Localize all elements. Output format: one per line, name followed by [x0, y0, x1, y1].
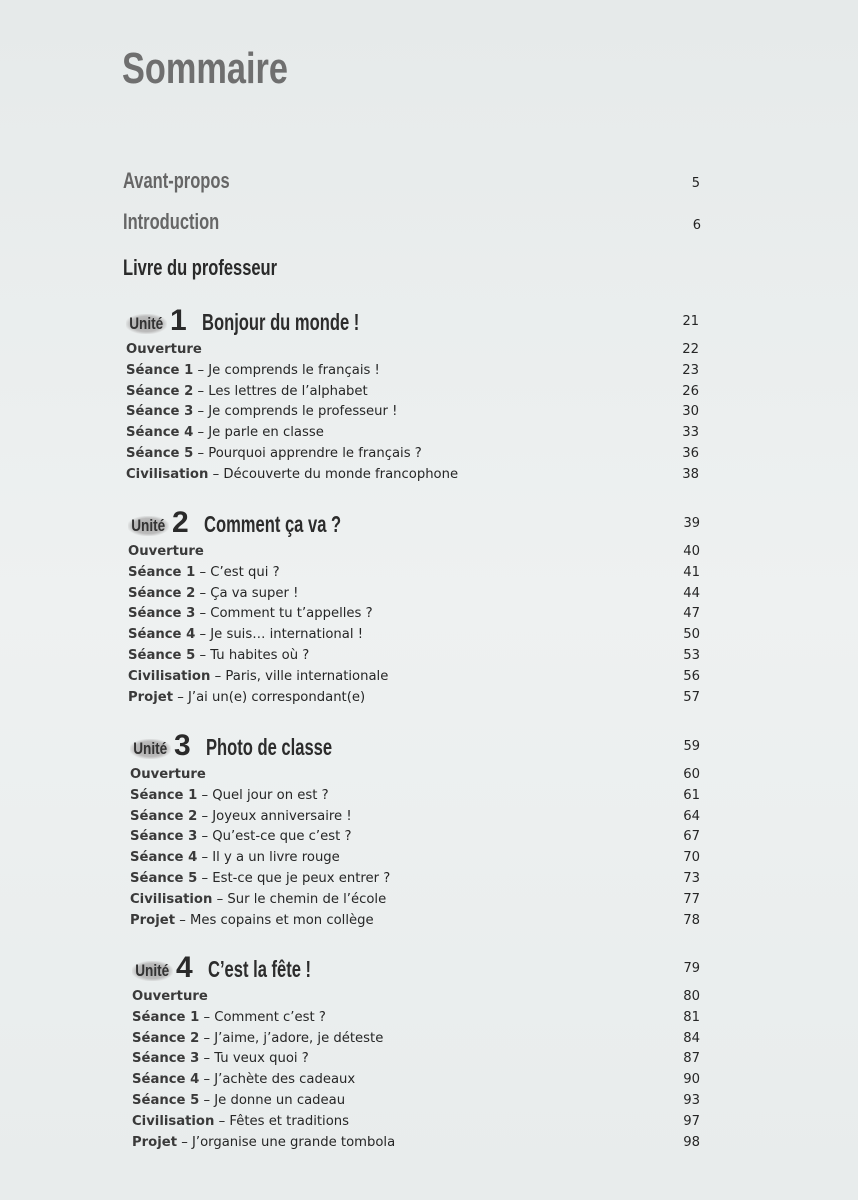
unit-label: Unité — [126, 314, 166, 334]
entry-title: Je donne un cadeau — [214, 1092, 346, 1108]
unit-section — [128, 508, 700, 708]
entry-title: Je suis… international ! — [210, 627, 364, 643]
entry-title: Sur le chemin de l’école — [227, 891, 387, 907]
entry-kind: Civilisation — [128, 668, 211, 684]
toc-entry — [130, 786, 700, 807]
entry-separator: – — [195, 627, 211, 643]
entry-separator: – — [197, 829, 213, 845]
unit-section — [130, 731, 700, 931]
page-number: 41 — [683, 564, 700, 580]
toc-entry — [132, 1091, 700, 1112]
page-number: 64 — [683, 808, 700, 824]
entry-kind: Séance 3 — [130, 829, 198, 845]
entry-kind: Séance 4 — [130, 850, 198, 866]
entry-title: J’aime, j’adore, je déteste — [214, 1030, 384, 1046]
entry-kind: Séance 2 — [126, 383, 194, 399]
page-number: 59 — [683, 739, 700, 754]
page-number: 67 — [683, 829, 700, 845]
page-number: 70 — [683, 850, 700, 866]
page-number: 90 — [683, 1072, 700, 1088]
page-number: 22 — [682, 342, 699, 357]
page-title: Sommaire — [122, 44, 288, 93]
toc-entry — [130, 848, 700, 869]
unit-section — [132, 953, 700, 1153]
entry-separator: – — [197, 850, 213, 866]
unit-section — [126, 306, 699, 486]
entry-separator: – — [199, 1051, 215, 1067]
entry-kind: Civilisation — [130, 891, 213, 907]
entry-separator: – — [193, 445, 209, 461]
unit-label: Unité — [132, 961, 172, 981]
entry-separator: – — [197, 787, 213, 803]
toc-entry — [128, 584, 700, 605]
unit-header — [128, 508, 700, 542]
toc-entry — [132, 1008, 700, 1029]
entry-separator: – — [208, 466, 224, 482]
entry-title: Les lettres de l’alphabet — [208, 383, 368, 399]
entry-kind: Projet — [132, 1134, 177, 1150]
page-number: 60 — [683, 767, 700, 782]
page-number: 81 — [683, 1009, 700, 1025]
entry-kind: Séance 4 — [126, 425, 194, 441]
page-number: 73 — [683, 870, 700, 886]
page-number: 39 — [683, 516, 700, 531]
entry-kind: Séance 1 — [126, 362, 194, 378]
unit-label: Unité — [128, 516, 168, 536]
entry-kind: Séance 5 — [130, 870, 198, 886]
entry-separator: – — [197, 808, 213, 824]
entry-separator: – — [210, 668, 226, 684]
page-number: 77 — [683, 891, 700, 907]
entry-kind: Séance 2 — [128, 585, 196, 601]
entry-title: Ça va super ! — [210, 585, 299, 601]
entry-title: Découverte du monde francophone — [223, 466, 459, 482]
entry-title: Joyeux anniversaire ! — [212, 808, 352, 824]
page-number: 80 — [683, 989, 700, 1004]
unit-header — [130, 731, 700, 765]
entry-kind: Ouverture — [130, 767, 206, 782]
entry-title: J’achète des cadeaux — [214, 1072, 356, 1088]
toc-entry — [128, 646, 700, 667]
toc-entry — [132, 1070, 700, 1091]
toc-entry — [132, 987, 700, 1008]
toc-entry — [130, 911, 700, 932]
page-number: 84 — [683, 1030, 700, 1046]
toc-entry — [130, 807, 700, 828]
entry-separator: – — [199, 1030, 215, 1046]
entry-separator: – — [214, 1113, 230, 1129]
entry-title: Mes copains et mon collège — [189, 912, 374, 928]
entry-separator: – — [212, 891, 228, 907]
toc-avant-propos: Avant-propos — [123, 168, 230, 193]
toc-entry — [126, 382, 699, 403]
entry-title: J’ai un(e) correspondant(e) — [187, 689, 366, 705]
unit-title: C’est la fête ! — [208, 956, 312, 982]
toc-entry — [132, 1112, 700, 1133]
toc-entry — [132, 1029, 700, 1050]
entry-separator: – — [199, 1072, 215, 1088]
entry-separator: – — [175, 912, 190, 928]
unit-title: Comment ça va ? — [204, 511, 342, 537]
toc-entry — [126, 444, 699, 465]
toc-entry — [128, 688, 700, 709]
toc-entry — [126, 402, 699, 423]
entry-separator: – — [195, 585, 211, 601]
toc-livre-du-professeur: Livre du professeur — [123, 255, 278, 280]
page-number: 40 — [683, 544, 700, 559]
entry-title: Comment tu t’appelles ? — [210, 606, 373, 622]
toc-entry — [128, 542, 700, 563]
toc-entry — [130, 827, 700, 848]
entry-title: Je comprends le professeur ! — [208, 404, 398, 420]
entry-title: Je parle en classe — [208, 425, 324, 441]
entry-kind: Civilisation — [132, 1113, 215, 1129]
page-number: 21 — [682, 314, 699, 329]
page-number: 57 — [683, 689, 700, 705]
entry-title: Il y a un livre rouge — [212, 850, 340, 866]
entry-kind: Séance 2 — [130, 808, 198, 824]
unit-title: Bonjour du monde ! — [202, 309, 360, 335]
entry-kind: Séance 5 — [132, 1092, 200, 1108]
unit-number: 2 — [172, 506, 189, 539]
page-number: 30 — [682, 404, 699, 420]
entry-separator: – — [197, 870, 213, 886]
entry-separator: – — [173, 689, 188, 705]
page-number: 47 — [683, 606, 700, 622]
page-number: 78 — [683, 912, 700, 928]
toc-entry — [132, 1049, 700, 1070]
page-number: 53 — [683, 647, 700, 663]
page-number: 87 — [683, 1051, 700, 1067]
toc-entry — [130, 890, 700, 911]
entry-title: Comment c’est ? — [214, 1009, 326, 1025]
entry-separator: – — [195, 647, 211, 663]
toc-entry — [128, 604, 700, 625]
page-number: 6 — [692, 218, 701, 233]
page-number: 36 — [682, 445, 699, 461]
toc-entry — [126, 361, 699, 382]
toc-entry — [130, 869, 700, 890]
entry-kind: Ouverture — [132, 989, 208, 1004]
entry-separator: – — [195, 606, 211, 622]
page-number: 38 — [682, 466, 699, 482]
page-number: 97 — [683, 1113, 700, 1129]
toc-entry — [130, 765, 700, 786]
entry-separator: – — [193, 425, 209, 441]
entry-title: Paris, ville internationale — [225, 668, 389, 684]
toc-entry — [128, 625, 700, 646]
unit-header — [126, 306, 699, 340]
entry-kind: Ouverture — [126, 342, 202, 357]
page-number: 93 — [683, 1092, 700, 1108]
unit-label: Unité — [130, 739, 170, 759]
entry-title: Tu veux quoi ? — [214, 1051, 309, 1067]
page-number: 98 — [683, 1134, 700, 1150]
entry-separator: – — [193, 383, 209, 399]
entry-title: C’est qui ? — [210, 564, 280, 580]
page-number: 50 — [683, 627, 700, 643]
toc-entry — [128, 563, 700, 584]
toc-entry — [126, 340, 699, 361]
entry-kind: Séance 3 — [132, 1051, 200, 1067]
page-number: 56 — [683, 668, 700, 684]
page-number: 23 — [682, 362, 699, 378]
entry-kind: Civilisation — [126, 466, 209, 482]
unit-number: 4 — [176, 951, 193, 984]
unit-number: 1 — [170, 304, 187, 337]
entry-separator: – — [199, 1092, 215, 1108]
page-number: 33 — [682, 425, 699, 441]
entry-kind: Séance 1 — [132, 1009, 200, 1025]
page-number: 61 — [683, 787, 700, 803]
entry-kind: Ouverture — [128, 544, 204, 559]
entry-title: J’organise une grande tombola — [191, 1134, 396, 1150]
unit-title: Photo de classe — [206, 734, 333, 760]
entry-separator: – — [195, 564, 211, 580]
entry-kind: Séance 2 — [132, 1030, 200, 1046]
entry-separator: – — [193, 404, 209, 420]
entry-kind: Séance 4 — [132, 1072, 200, 1088]
unit-header — [132, 953, 700, 987]
entry-title: Quel jour on est ? — [212, 787, 329, 803]
entry-kind: Séance 5 — [128, 647, 196, 663]
unit-number: 3 — [174, 729, 191, 762]
entry-kind: Projet — [128, 689, 173, 705]
toc-entry — [126, 423, 699, 444]
entry-title: Je comprends le français ! — [208, 362, 380, 378]
page-number: 44 — [683, 585, 700, 601]
entry-title: Tu habites où ? — [210, 647, 310, 663]
entry-separator: – — [177, 1134, 192, 1150]
entry-title: Pourquoi apprendre le français ? — [208, 445, 422, 461]
page-number: 79 — [683, 961, 700, 976]
entry-separator: – — [193, 362, 209, 378]
entry-title: Est-ce que je peux entrer ? — [212, 870, 391, 886]
entry-kind: Séance 3 — [126, 404, 194, 420]
entry-kind: Séance 4 — [128, 627, 196, 643]
entry-separator: – — [199, 1009, 215, 1025]
page-number: 26 — [682, 383, 699, 399]
entry-kind: Projet — [130, 912, 175, 928]
entry-kind: Séance 1 — [130, 787, 198, 803]
entry-kind: Séance 1 — [128, 564, 196, 580]
entry-title: Qu’est-ce que c’est ? — [212, 829, 352, 845]
entry-kind: Séance 5 — [126, 445, 194, 461]
toc-entry — [132, 1133, 700, 1154]
entry-title: Fêtes et traditions — [229, 1113, 350, 1129]
entry-kind: Séance 3 — [128, 606, 196, 622]
toc-entry — [126, 465, 699, 486]
toc-introduction: Introduction — [123, 209, 220, 234]
page-number: 5 — [691, 176, 700, 191]
toc-entry — [128, 667, 700, 688]
